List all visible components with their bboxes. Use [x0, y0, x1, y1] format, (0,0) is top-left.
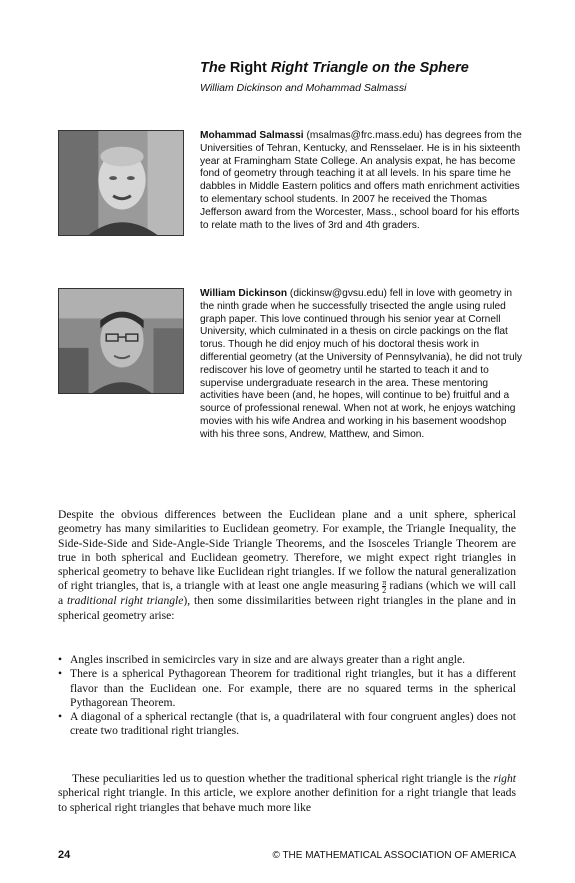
title-word-right: Right	[229, 60, 267, 76]
title-word-the: The	[200, 60, 226, 76]
intro-text-2: radians (which we will call a	[58, 579, 516, 608]
outro-text-1: These peculiarities led us to question whether the traditional spherical right triangle is the	[72, 772, 494, 785]
intro-italic-term: traditional right triangle	[66, 594, 184, 608]
outro-text-2: spherical right triangle. In this article, we explore another definition for a right triangle that leads to spherical right triangles that behave much more like	[58, 786, 516, 814]
bio-name: Mohammad Salmassi	[200, 130, 304, 141]
bio-salmassi	[200, 130, 525, 232]
intro-text-1: Despite the obvious differences between the Euclidean plane and a unit sphere, spherical geometry has many similarities to Euclidean geometry. For example, the Triangle Inequality, the Side-Side-Side and Side-Angle-Side Triangle Theorems, and the Isosceles Triangle Theorem are true in both spherical and Euclidean geometry. Therefore, we might expect right triangles in spherical geometry to behave like Euclidean right triangles. If we follow the natural generalization of right triangles, that is, a triangle with at least one angle measuring	[58, 508, 516, 593]
author-photo-dickinson	[58, 288, 184, 394]
outro-italic-term: right	[493, 772, 516, 785]
list-item-text: A diagonal of a spherical rectangle (that is, a quadrilateral with four congruent angles) does not create two traditional right triangles.	[70, 710, 516, 738]
bio-text: (dickinsw@gvsu.edu) fell in love with geometry in the ninth grade when he successfully trisected the angle using ruled graph paper. This love continued through his senior year at Cornell University, which culminated in a thesis on circle packings on the flat torus. Though he did enjoy much of his doctoral thesis work in differential geometry (at the University of Pennsylvania), he did not truly rediscover his love of geometry until he started to teach it and to supervise undergraduate research in the area. These mentoring activities have been (and, he hopes, will continue to be) fruitful and a source of professional renewal. When not at work, he enjoys watching movies with his wife Andrea and working in his basement woodshop with his three sons, Andrew, Matthew, and Simon.	[200, 288, 523, 440]
list-item	[58, 653, 516, 667]
list-item	[58, 710, 516, 739]
fraction-denominator: 2	[382, 586, 387, 596]
bio-text: (msalmas@frc.mass.edu) has degrees from the Universities of Tehran, Kentucky, and Rensselaer. He is in his sixteenth year at Framingham State College. An analysis expat, he has become fond of geometry through teaching it at all levels. In his spare time he dabbles in Middle Eastern politics and offers math enrichment activities to elementary school students. In 2007 he received the Thomas Jefferson award from the Worcester, Mass., school board for his efforts to relate math to the lives of 3rd and 4th graders.	[200, 130, 522, 231]
bio-dickinson	[200, 288, 525, 442]
bullet-icon: •	[58, 653, 63, 666]
fraction-numerator: π	[382, 578, 387, 588]
copyright-notice: © THE MATHEMATICAL ASSOCIATION OF AMERICA	[272, 850, 516, 861]
article-title	[200, 60, 540, 76]
bullet-icon: •	[58, 710, 63, 724]
list-item-text: There is a spherical Pythagorean Theorem for traditional right triangles, but it has a different flavor than the Euclidean one. For example, there are no squared terms in the spherical Pythagorean Theorem.	[70, 667, 516, 709]
page-number: 24	[58, 849, 71, 861]
list-item-text: Angles inscribed in semicircles vary in size and are always greater than a right angle.	[70, 653, 466, 666]
article-authors: William Dickinson and Mohammad Salmassi	[200, 82, 407, 94]
intro-paragraph	[58, 508, 516, 623]
author-photo-salmassi	[58, 130, 184, 236]
peculiarities-list	[58, 653, 516, 739]
outro-paragraph	[58, 772, 516, 815]
title-rest: Right Triangle on the Sphere	[270, 60, 469, 76]
list-item	[58, 667, 516, 710]
intro-text-3: ), then some dissimilarities between right triangles in the plane and in spherical geometry arise:	[58, 594, 516, 622]
bio-name: William Dickinson	[200, 288, 288, 299]
bullet-icon: •	[58, 667, 63, 681]
portrait-image	[59, 289, 183, 393]
portrait-image	[59, 131, 183, 235]
